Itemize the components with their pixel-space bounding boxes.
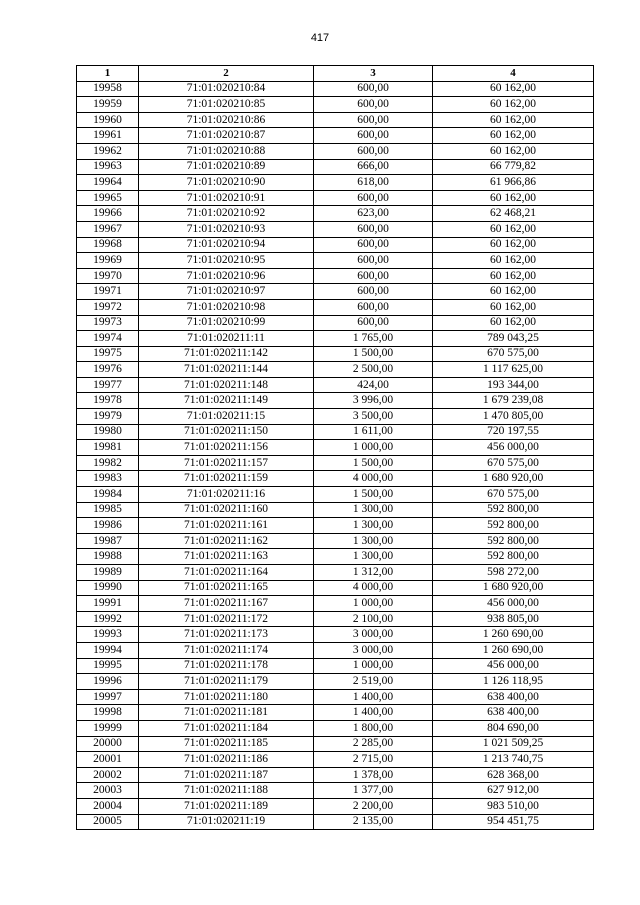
row-number-cell: 19973 [77,315,139,331]
row-number-cell: 19987 [77,533,139,549]
cadastral-number-cell: 71:01:020210:86 [139,112,314,128]
cadastral-number-cell: 71:01:020211:163 [139,549,314,565]
cadastral-number-cell: 71:01:020210:92 [139,206,314,222]
cadastral-number-cell: 71:01:020210:91 [139,190,314,206]
table-row [77,377,594,393]
row-number-cell: 19982 [77,455,139,471]
table-row [77,580,594,596]
row-number-cell: 19997 [77,689,139,705]
column-header-2: 2 [139,66,314,82]
row-number-cell: 19992 [77,611,139,627]
area-cell: 2 715,00 [314,752,433,768]
table-row [77,642,594,658]
area-cell: 1 400,00 [314,705,433,721]
table-row [77,128,594,144]
area-cell: 600,00 [314,237,433,253]
table-row [77,81,594,97]
value-cell: 60 162,00 [433,299,594,315]
table-row [77,268,594,284]
cadastral-number-cell: 71:01:020210:96 [139,268,314,284]
area-cell: 600,00 [314,128,433,144]
value-cell: 60 162,00 [433,190,594,206]
area-cell: 1 500,00 [314,346,433,362]
row-number-cell: 20002 [77,767,139,783]
area-cell: 1 312,00 [314,565,433,581]
table-row [77,720,594,736]
cadastral-number-cell: 71:01:020210:94 [139,237,314,253]
cadastral-number-cell: 71:01:020211:162 [139,533,314,549]
value-cell: 638 400,00 [433,705,594,721]
area-cell: 618,00 [314,175,433,191]
area-cell: 600,00 [314,221,433,237]
row-number-cell: 19998 [77,705,139,721]
value-cell: 193 344,00 [433,377,594,393]
row-number-cell: 19972 [77,299,139,315]
cadastral-number-cell: 71:01:020210:89 [139,159,314,175]
row-number-cell: 19965 [77,190,139,206]
value-cell: 1 117 625,00 [433,362,594,378]
area-cell: 4 000,00 [314,471,433,487]
cadastral-number-cell: 71:01:020211:11 [139,331,314,347]
row-number-cell: 19996 [77,674,139,690]
table-row [77,502,594,518]
value-cell: 592 800,00 [433,549,594,565]
area-cell: 1 378,00 [314,767,433,783]
area-cell: 600,00 [314,315,433,331]
cadastral-number-cell: 71:01:020211:157 [139,455,314,471]
row-number-cell: 19963 [77,159,139,175]
row-number-cell: 19993 [77,627,139,643]
area-cell: 1 400,00 [314,689,433,705]
table-row [77,752,594,768]
value-cell: 456 000,00 [433,596,594,612]
table-row [77,627,594,643]
value-cell: 60 162,00 [433,284,594,300]
table-header-row [77,66,594,82]
cadastral-number-cell: 71:01:020211:161 [139,518,314,534]
value-cell: 1 021 509,25 [433,736,594,752]
area-cell: 2 500,00 [314,362,433,378]
row-number-cell: 19961 [77,128,139,144]
area-cell: 1 765,00 [314,331,433,347]
value-cell: 598 272,00 [433,565,594,581]
table-row [77,798,594,814]
value-cell: 628 368,00 [433,767,594,783]
value-cell: 804 690,00 [433,720,594,736]
area-cell: 1 800,00 [314,720,433,736]
value-cell: 670 575,00 [433,455,594,471]
table-row [77,284,594,300]
area-cell: 2 100,00 [314,611,433,627]
table-row [77,175,594,191]
cadastral-number-cell: 71:01:020210:98 [139,299,314,315]
row-number-cell: 19984 [77,487,139,503]
value-cell: 456 000,00 [433,440,594,456]
row-number-cell: 19968 [77,237,139,253]
cadastral-number-cell: 71:01:020211:172 [139,611,314,627]
cadastral-number-cell: 71:01:020210:85 [139,97,314,113]
value-cell: 60 162,00 [433,221,594,237]
cadastral-number-cell: 71:01:020211:164 [139,565,314,581]
area-cell: 600,00 [314,268,433,284]
value-cell: 1 260 690,00 [433,642,594,658]
value-cell: 60 162,00 [433,112,594,128]
area-cell: 600,00 [314,112,433,128]
row-number-cell: 19975 [77,346,139,362]
table-row [77,596,594,612]
table-row [77,315,594,331]
row-number-cell: 20001 [77,752,139,768]
row-number-cell: 19994 [77,642,139,658]
value-cell: 60 162,00 [433,253,594,269]
cadastral-number-cell: 71:01:020211:15 [139,409,314,425]
table-row [77,409,594,425]
cadastral-number-cell: 71:01:020211:165 [139,580,314,596]
area-cell: 600,00 [314,299,433,315]
row-number-cell: 19960 [77,112,139,128]
row-number-cell: 19980 [77,424,139,440]
area-cell: 1 300,00 [314,549,433,565]
cadastral-number-cell: 71:01:020210:84 [139,81,314,97]
cadastral-number-cell: 71:01:020211:188 [139,783,314,799]
value-cell: 60 162,00 [433,128,594,144]
value-cell: 592 800,00 [433,533,594,549]
table-row [77,487,594,503]
row-number-cell: 19989 [77,565,139,581]
area-cell: 1 300,00 [314,533,433,549]
value-cell: 1 680 920,00 [433,580,594,596]
cadastral-number-cell: 71:01:020211:185 [139,736,314,752]
value-cell: 1 260 690,00 [433,627,594,643]
value-cell: 66 779,82 [433,159,594,175]
area-cell: 600,00 [314,253,433,269]
cadastral-number-cell: 71:01:020211:180 [139,689,314,705]
table-row [77,393,594,409]
row-number-cell: 19988 [77,549,139,565]
area-cell: 600,00 [314,190,433,206]
row-number-cell: 19971 [77,284,139,300]
row-number-cell: 19967 [77,221,139,237]
area-cell: 2 200,00 [314,798,433,814]
cadastral-number-cell: 71:01:020211:178 [139,658,314,674]
row-number-cell: 19985 [77,502,139,518]
row-number-cell: 19981 [77,440,139,456]
cadastral-number-cell: 71:01:020210:90 [139,175,314,191]
column-header-4: 4 [433,66,594,82]
cadastral-number-cell: 71:01:020211:173 [139,627,314,643]
row-number-cell: 19970 [77,268,139,284]
value-cell: 1 680 920,00 [433,471,594,487]
row-number-cell: 19990 [77,580,139,596]
area-cell: 3 996,00 [314,393,433,409]
row-number-cell: 19999 [77,720,139,736]
area-cell: 3 500,00 [314,409,433,425]
table-row [77,362,594,378]
table-row [77,206,594,222]
cadastral-number-cell: 71:01:020210:88 [139,143,314,159]
value-cell: 592 800,00 [433,518,594,534]
area-cell: 1 000,00 [314,596,433,612]
value-cell: 592 800,00 [433,502,594,518]
area-cell: 1 377,00 [314,783,433,799]
table-row [77,143,594,159]
cadastral-number-cell: 71:01:020211:149 [139,393,314,409]
table-row [77,346,594,362]
area-cell: 2 285,00 [314,736,433,752]
area-cell: 666,00 [314,159,433,175]
table-row [77,658,594,674]
row-number-cell: 19977 [77,377,139,393]
cadastral-number-cell: 71:01:020211:150 [139,424,314,440]
cadastral-number-cell: 71:01:020210:99 [139,315,314,331]
cadastral-number-cell: 71:01:020210:93 [139,221,314,237]
table-row [77,455,594,471]
row-number-cell: 19979 [77,409,139,425]
area-cell: 3 000,00 [314,627,433,643]
value-cell: 60 162,00 [433,315,594,331]
table-row [77,814,594,830]
area-cell: 3 000,00 [314,642,433,658]
value-cell: 720 197,55 [433,424,594,440]
table-row [77,533,594,549]
table-row [77,611,594,627]
cadastral-number-cell: 71:01:020211:189 [139,798,314,814]
table-row [77,783,594,799]
area-cell: 600,00 [314,81,433,97]
table-row [77,221,594,237]
value-cell: 62 468,21 [433,206,594,222]
row-number-cell: 19986 [77,518,139,534]
row-number-cell: 19962 [77,143,139,159]
table-row [77,705,594,721]
table-body [77,81,594,830]
cadastral-number-cell: 71:01:020211:160 [139,502,314,518]
table-row [77,424,594,440]
area-cell: 424,00 [314,377,433,393]
cadastral-number-cell: 71:01:020211:174 [139,642,314,658]
area-cell: 600,00 [314,143,433,159]
area-cell: 2 135,00 [314,814,433,830]
page-number: 417 [310,32,330,44]
table-row [77,736,594,752]
row-number-cell: 19959 [77,97,139,113]
column-header-3: 3 [314,66,433,82]
value-cell: 1 213 740,75 [433,752,594,768]
cadastral-number-cell: 71:01:020211:16 [139,487,314,503]
value-cell: 60 162,00 [433,143,594,159]
row-number-cell: 19983 [77,471,139,487]
row-number-cell: 20004 [77,798,139,814]
table-row [77,190,594,206]
table-row [77,518,594,534]
area-cell: 1 611,00 [314,424,433,440]
row-number-cell: 20003 [77,783,139,799]
table-row [77,237,594,253]
row-number-cell: 19958 [77,81,139,97]
row-number-cell: 19964 [77,175,139,191]
value-cell: 670 575,00 [433,346,594,362]
value-cell: 1 470 805,00 [433,409,594,425]
row-number-cell: 19978 [77,393,139,409]
value-cell: 60 162,00 [433,81,594,97]
value-cell: 1 126 118,95 [433,674,594,690]
table-row [77,253,594,269]
table-row [77,112,594,128]
value-cell: 627 912,00 [433,783,594,799]
value-cell: 60 162,00 [433,268,594,284]
area-cell: 600,00 [314,284,433,300]
cadastral-number-cell: 71:01:020211:181 [139,705,314,721]
cadastral-number-cell: 71:01:020211:142 [139,346,314,362]
cadastral-number-cell: 71:01:020211:187 [139,767,314,783]
data-table [76,65,594,830]
value-cell: 789 043,25 [433,331,594,347]
row-number-cell: 19995 [77,658,139,674]
cadastral-number-cell: 71:01:020211:159 [139,471,314,487]
value-cell: 938 805,00 [433,611,594,627]
area-cell: 4 000,00 [314,580,433,596]
cadastral-number-cell: 71:01:020211:144 [139,362,314,378]
value-cell: 456 000,00 [433,658,594,674]
value-cell: 670 575,00 [433,487,594,503]
table-row [77,689,594,705]
area-cell: 1 500,00 [314,487,433,503]
table-row [77,331,594,347]
value-cell: 638 400,00 [433,689,594,705]
row-number-cell: 19969 [77,253,139,269]
value-cell: 1 679 239,08 [433,393,594,409]
cadastral-number-cell: 71:01:020211:156 [139,440,314,456]
table-row [77,299,594,315]
row-number-cell: 19974 [77,331,139,347]
area-cell: 1 000,00 [314,658,433,674]
cadastral-number-cell: 71:01:020211:186 [139,752,314,768]
table-row [77,565,594,581]
row-number-cell: 20000 [77,736,139,752]
area-cell: 1 500,00 [314,455,433,471]
value-cell: 954 451,75 [433,814,594,830]
row-number-cell: 20005 [77,814,139,830]
cadastral-number-cell: 71:01:020210:87 [139,128,314,144]
table-row [77,97,594,113]
cadastral-number-cell: 71:01:020211:167 [139,596,314,612]
cadastral-number-cell: 71:01:020211:19 [139,814,314,830]
cadastral-number-cell: 71:01:020210:95 [139,253,314,269]
value-cell: 60 162,00 [433,97,594,113]
area-cell: 600,00 [314,97,433,113]
area-cell: 1 000,00 [314,440,433,456]
value-cell: 61 966,86 [433,175,594,191]
cadastral-number-cell: 71:01:020211:148 [139,377,314,393]
row-number-cell: 19966 [77,206,139,222]
cadastral-number-cell: 71:01:020211:184 [139,720,314,736]
area-cell: 2 519,00 [314,674,433,690]
area-cell: 1 300,00 [314,502,433,518]
row-number-cell: 19976 [77,362,139,378]
area-cell: 623,00 [314,206,433,222]
area-cell: 1 300,00 [314,518,433,534]
value-cell: 983 510,00 [433,798,594,814]
column-header-1: 1 [77,66,139,82]
cadastral-number-cell: 71:01:020210:97 [139,284,314,300]
table-row [77,767,594,783]
value-cell: 60 162,00 [433,237,594,253]
table-row [77,674,594,690]
table-row [77,159,594,175]
table-row [77,471,594,487]
table-row [77,549,594,565]
table-row [77,440,594,456]
row-number-cell: 19991 [77,596,139,612]
cadastral-number-cell: 71:01:020211:179 [139,674,314,690]
